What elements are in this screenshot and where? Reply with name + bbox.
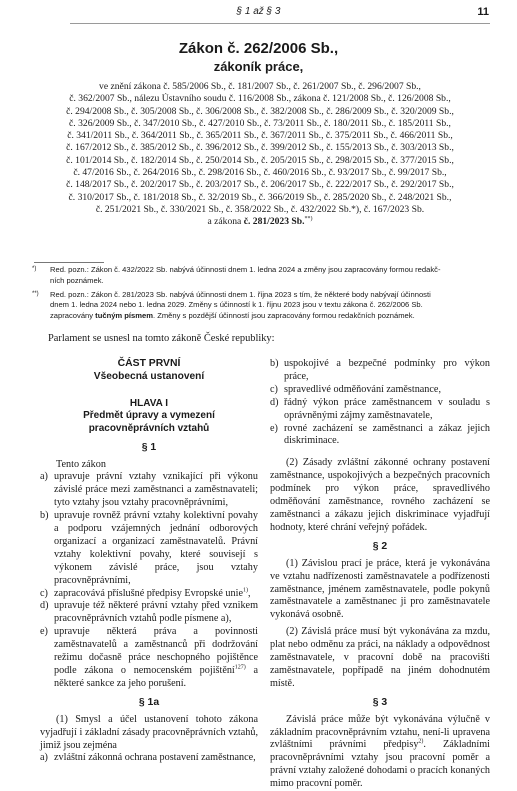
list-item: d) řádný výkon práce zaměstnancem v souladu s oprávněnými zájmy zaměstnavatele,: [270, 396, 490, 421]
page-header: [0, 6, 517, 26]
law-subtitle: zákoník práce,: [213, 59, 304, 74]
list-item: e) upravuje některá práva a povinnosti zaměstnavatelů a zaměstnanců při dodržování režimu dočasně práce neschopného pojištěnce podle zákona o nemocenském pojištění$^{127)}$ a některé sankce za jeho porušení.: [40, 626, 258, 689]
amendment-line: č. 167/2012 Sb., č. 385/2012 Sb., č. 396/2012 Sb., č. 399/2012 Sb., č. 155/2013 Sb., č. 303/2013 Sb.,: [66, 142, 454, 154]
section-intro: Tento zákon: [56, 458, 106, 470]
list-item: e) rovné zacházení se zaměstnanci a zákaz jejich diskriminace.: [270, 422, 490, 447]
section-heading: § 1a: [138, 696, 160, 708]
section-heading: § 3: [372, 696, 388, 708]
footnote-ref: 1): [242, 587, 248, 594]
amendment-last-mark: **): [304, 216, 313, 223]
head-title: HLAVA I: [129, 397, 169, 409]
header-divider: [70, 23, 490, 24]
head-subtitle-line: Předmět úpravy a vymezení: [83, 410, 215, 422]
paragraph: (2) Zásady zvláštní zákonné ochrany postavení zaměstnance, uspokojivých a bezpečných pracovních podmínek pro výkon práce, spravedlivého odměňování zaměstnance, rovného zacházení se zaměstnanci a zákazu jejich diskriminace vyjadřují hodnoty, které chrání veřejný pořádek.: [270, 457, 490, 533]
section-heading: § 1: [141, 441, 157, 453]
amendment-line: č. 310/2017 Sb., č. 181/2018 Sb., č. 32/2019 Sb., č. 366/2019 Sb., č. 285/2020 Sb., č. 248/2021 Sb.,: [68, 191, 452, 203]
amendments-list: [30, 81, 490, 229]
list-item: a) zvláštní zákonná ochrana postavení zaměstnance,: [40, 752, 256, 764]
paragraph: Závislá práce může být vykonávána výlučně v základním pracovněprávním vztahu, není-li upravena zvláštními právními předpisy$^{2)}$. Základními pracovněprávními vztahy jsou pracovní poměr a právní vztahy založené dohodami o pracích konaných mimo pracovní poměr.: [270, 713, 490, 790]
amendment-line: č. 341/2011 Sb., č. 364/2011 Sb., č. 365/2011 Sb., č. 367/2011 Sb., č. 375/2011 Sb., č. 466/2011 Sb.,: [67, 130, 453, 142]
editorial-note: [30, 290, 492, 322]
amendment-last-bold: č. 281/2023 Sb.: [243, 216, 305, 228]
head-subtitle-line: pracovněprávních vztahů: [88, 423, 210, 434]
amendment-line: č. 251/2021 Sb., č. 330/2021 Sb., č. 358/2022 Sb., č. 432/2022 Sb.*), č. 167/2023 Sb.: [95, 203, 425, 215]
footnote-ref: 2): [418, 739, 424, 746]
amendment-line: ve znění zákona č. 585/2006 Sb., č. 181/2007 Sb., č. 261/2007 Sb., č. 296/2007 Sb.,: [99, 81, 421, 92]
page-number: 11: [477, 6, 489, 18]
amendment-line: č. 47/2016 Sb., č. 264/2016 Sb., č. 298/2016 Sb., č. 460/2016 Sb., č. 93/2017 Sb., č. 99/2017 Sb.,: [73, 167, 447, 179]
amendment-line: č. 362/2007 Sb., nálezu Ústavního soudu č. 116/2008 Sb., zákona č. 121/2008 Sb., č. 126/2008 Sb.,: [69, 93, 451, 105]
editorial-note: [30, 265, 492, 287]
note-line: Red. pozn.: Zákon č. 281/2023 Sb. nabývá účinnosti dnem 1. října 2023 s tím, že některé body nabývají účinnosti: [50, 289, 431, 299]
list-item: b) uspokojivé a bezpečné podmínky pro výkon práce,: [270, 358, 490, 382]
amendment-line: č. 101/2014 Sb., č. 182/2014 Sb., č. 250/2014 Sb., č. 205/2015 Sb., č. 298/2015 Sb., č. 377/2015 Sb.,: [66, 154, 454, 166]
amendment-last-line: a zákona č. 281/2023 Sb.**): [207, 216, 313, 228]
amendment-line: č. 148/2017 Sb., č. 202/2017 Sb., č. 203/2017 Sb., č. 206/2017 Sb., č. 222/2017 Sb., č. 292/2017 Sb.,: [66, 179, 454, 191]
note-line: dnem 1. ledna 2024 nebo 1. ledna 2029. Změny s účinností k 1. říjnu 2023 jsou v textu zákona č. 262/2006 Sb.: [50, 300, 423, 310]
preamble: Parlament se usnesl na tomto zákoně České republiky:: [48, 333, 275, 344]
notes-divider: [34, 262, 104, 263]
list-item: b) upravuje rovněž právní vztahy kolektivní povahy a podporu vzájemných jednání odborových organizací a organizací zaměstnavatelů. Právní vztahy kolektivní povahy, které souvisejí s výkonem závislé práce, jsou vztahy pracovněprávními,: [40, 510, 258, 586]
running-title: § 1 až § 3: [236, 6, 281, 17]
part-subtitle: Všeobecná ustanovení: [93, 370, 205, 382]
note-line: zapracovány tučným písmem. Změny s pozdější účinností jsou zapracovány formou redakčních poznámek.: [50, 311, 415, 321]
note-line: ních poznámek.: [50, 275, 104, 285]
list-item: c) zapracovává příslušné předpisy Evropské unie$^{1)}$,: [40, 587, 251, 599]
note-mark: *): [32, 266, 37, 272]
note-mark: **): [32, 290, 39, 297]
list-item: a) upravuje právní vztahy vznikající při výkonu závislé práce mezi zaměstnanci a zaměstnavateli; tyto vztahy jsou vztahy pracovněprávními,: [40, 471, 258, 509]
footnote-ref: 127): [234, 664, 246, 671]
law-title: Zákon č. 262/2006 Sb.,: [178, 40, 339, 57]
section-heading: § 2: [372, 540, 388, 552]
right-column: [270, 358, 490, 791]
paragraph: (1) Závislou prací je práce, která je vykonávána ve vztahu nadřízenosti zaměstnavatele a podřízenosti zaměstnance, jménem zaměstnavatele, podle pokynů zaměstnavatele a zaměstnanec ji pro zaměstnavatele vykonává osobně.: [270, 557, 490, 621]
amendment-line: č. 326/2009 Sb., č. 347/2010 Sb., č. 427/2010 Sb., č. 73/2011 Sb., č. 180/2011 Sb., č. 185/2011 Sb.,: [69, 117, 451, 129]
note-line: Red. pozn.: Zákon č. 432/2022 Sb. nabývá účinnosti dnem 1. ledna 2024 a změny jsou zapracovány formou redakč-: [50, 265, 441, 274]
part-title: ČÁST PRVNÍ: [117, 358, 181, 369]
editorial-notes: [30, 265, 492, 325]
amendment-line: č. 294/2008 Sb., č. 305/2008 Sb., č. 306/2008 Sb., č. 382/2008 Sb., č. 286/2009 Sb., č. 320/2009 Sb.,: [66, 105, 454, 117]
paragraph: (2) Závislá práce musí být vykonávána za mzdu, plat nebo odměnu za práci, na náklady a odpovědnost zaměstnavatele, v pracovní době na pracovišti zaměstnavatele, popřípadě na jiném dohodnutém místě.: [270, 626, 490, 689]
list-item: d) upravuje též některé právní vztahy před vznikem pracovněprávních vztahů podle písmene a),: [40, 600, 258, 625]
paragraph: (1) Smysl a účel ustanovení tohoto zákona vyjadřují i základní zásady pracovněprávních vztahů, jimiž jsou zejména: [40, 713, 258, 751]
list-item: c) spravedlivé odměňování zaměstnance,: [270, 383, 441, 395]
left-column: [40, 358, 258, 765]
note-bold: tučným písmem: [95, 311, 153, 321]
